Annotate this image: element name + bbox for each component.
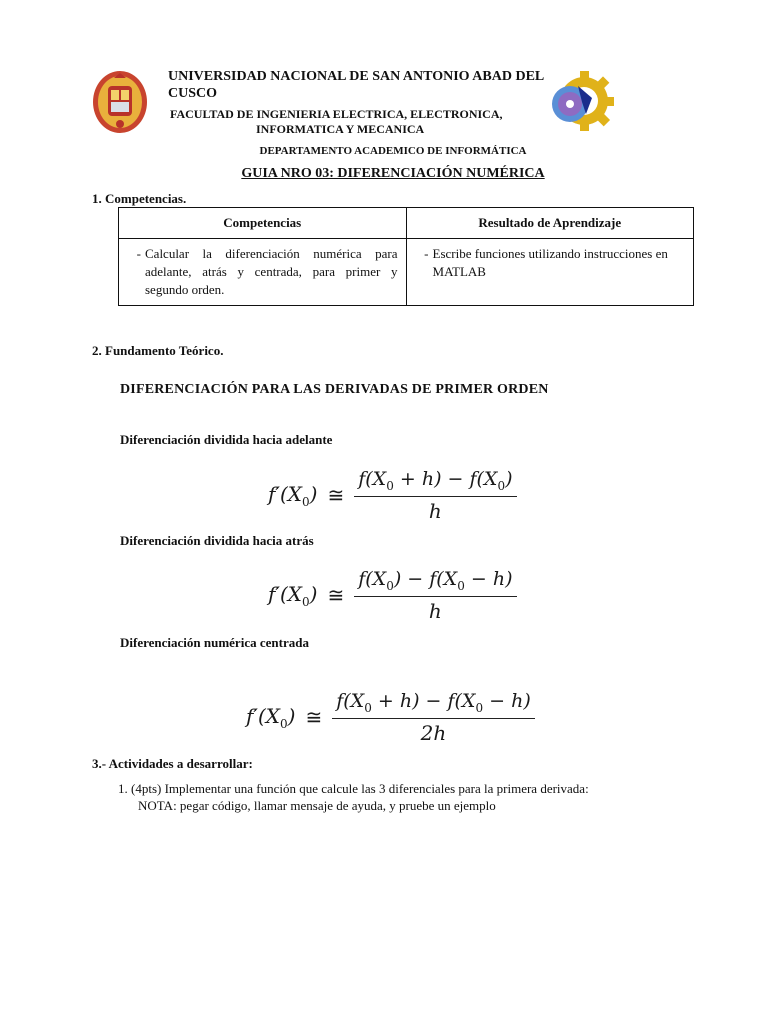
faculty-name (170, 107, 550, 137)
competencies-table (118, 207, 694, 306)
faculty-line-2: INFORMATICA Y MECANICA (256, 122, 425, 136)
forward-difference-formula: $f'(X_0)$ ≅ $\frac{f(X_0 + h) - f(X_0)}{h}$ (268, 468, 517, 523)
bullet-dash: - (424, 246, 429, 261)
forward-difference-label: Diferenciación dividida hacia adelante (120, 432, 333, 447)
university-seal-logo (92, 70, 148, 134)
centered-difference-formula: $f'(X_0)$ ≅ $\frac{f(X_0 + h) - f(X_0 - h)}{2h}$ (246, 690, 535, 745)
section-1-heading: 1. Competencias. (92, 191, 187, 206)
department-name: DEPARTAMENTO ACADEMICO DE INFORMÁTICA (259, 145, 527, 157)
learning-outcome-text: Escribe funciones utilizando instrucciones en MATLAB (432, 246, 668, 279)
learning-outcome-cell (406, 239, 693, 306)
backward-difference-formula: $f'(X_0)$ ≅ $\frac{f(X_0) - f(X_0 - h)}{h}$ (268, 568, 517, 623)
activity-1-note: NOTA: pegar código, llamar mensaje de ayuda, y pruebe un ejemplo (138, 798, 496, 813)
backward-difference-label: Diferenciación dividida hacia atrás (120, 533, 314, 548)
university-name: UNIVERSIDAD NACIONAL DE SAN ANTONIO ABAD DEL CUSCO (168, 69, 544, 101)
faculty-line-1: FACULTAD DE INGENIERIA ELECTRICA, ELECTRONICA, (170, 107, 503, 121)
table-row (119, 239, 694, 306)
column-header-resultado: Resultado de Aprendizaje (406, 208, 693, 239)
activity-item-1 (118, 780, 688, 814)
column-header-competencias: Competencias (119, 208, 407, 239)
competency-text: Calcular la diferenciación numérica para adelante, atrás y centrada, para primer y segundo orden. (145, 246, 398, 297)
bullet-dash: - (136, 246, 141, 261)
informatics-gear-logo (548, 68, 614, 134)
section-2-heading: 2. Fundamento Teórico. (92, 343, 224, 358)
activity-1-text: 1. (4pts) Implementar una función que calcule las 3 diferenciales para la primera derivada: (118, 781, 589, 796)
section-3-heading: 3.- Actividades a desarrollar: (92, 756, 253, 771)
guide-title: GUIA NRO 03: DIFERENCIACIÓN NUMÉRICA (241, 166, 545, 181)
centered-difference-label: Diferenciación numérica centrada (120, 635, 309, 650)
table-header-row (119, 208, 694, 239)
competency-cell (119, 239, 407, 306)
first-order-subheading: DIFERENCIACIÓN PARA LAS DERIVADAS DE PRIMER ORDEN (120, 382, 549, 397)
